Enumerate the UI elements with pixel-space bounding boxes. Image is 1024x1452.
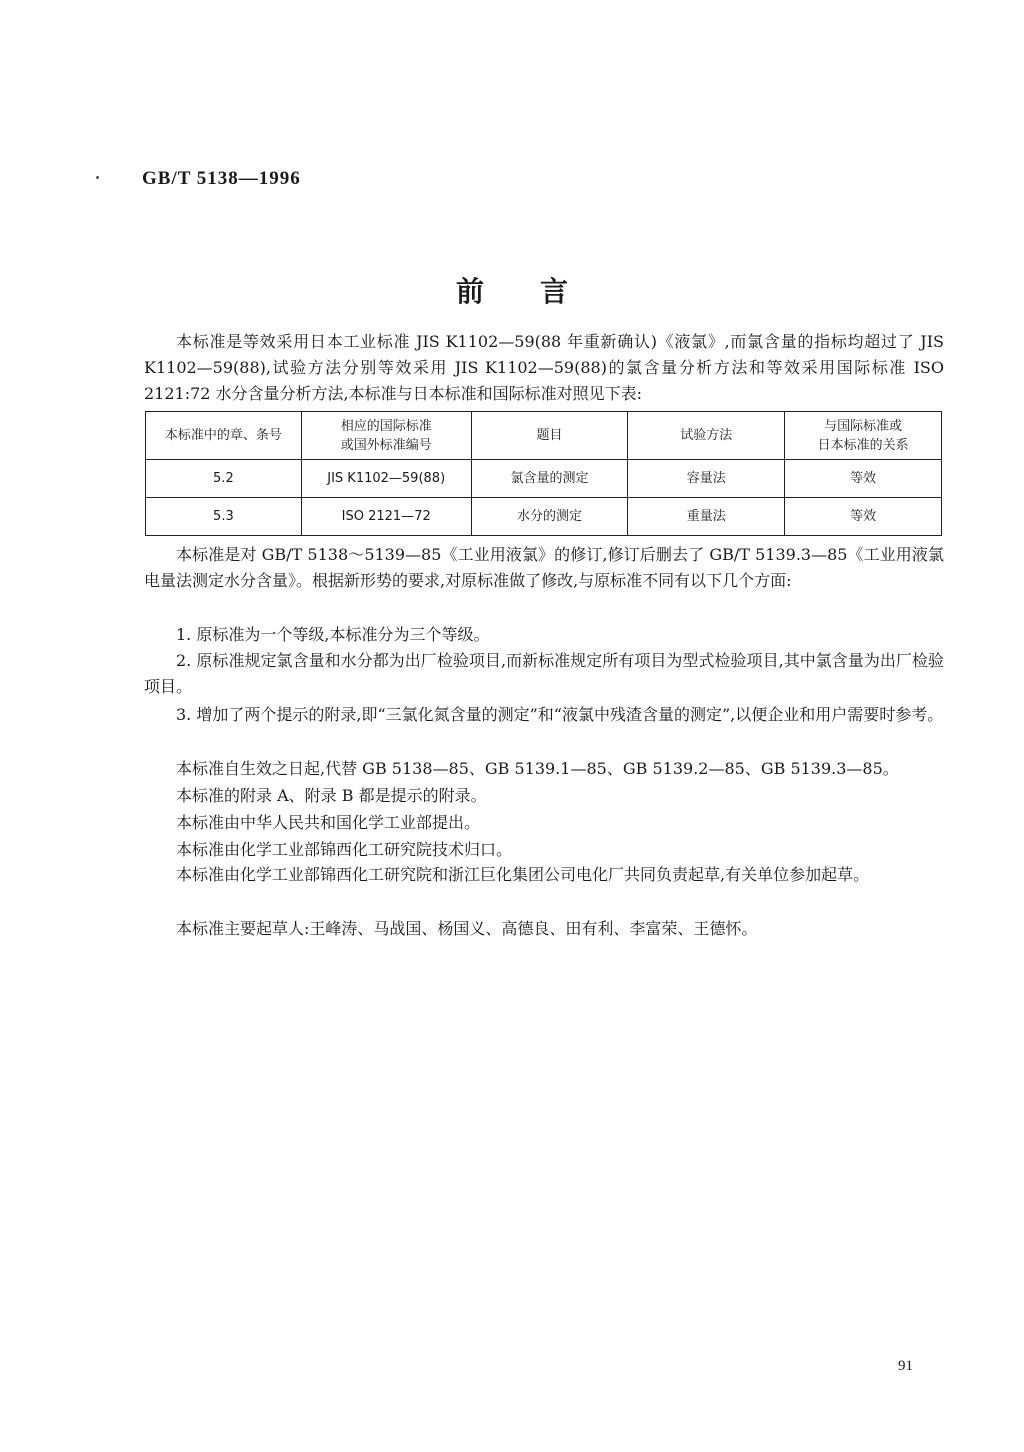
centralized-paragraph: 本标准由化学工业部锦西化工研究院技术归口。	[176, 840, 513, 859]
drafting-units-paragraph: 本标准由化学工业部锦西化工研究院和浙江巨化集团公司电化厂共同负责起草,有关单位参加起草。	[176, 865, 870, 884]
header-relation-line1: 与国际标准或	[824, 418, 903, 434]
cell-method: 重量法	[628, 498, 785, 536]
replaces-paragraph: 本标准自生效之日起,代替 GB 5138—85、GB 5139.1—85、GB 5139.2—85、GB 5139.3—85。	[176, 759, 899, 778]
cell-relation: 等效	[785, 498, 942, 536]
page-title: 前言	[455, 275, 624, 308]
cell-method: 容量法	[628, 460, 785, 498]
cell-topic: 氯含量的测定	[471, 460, 628, 498]
header-intl-line1: 相应的国际标准	[340, 418, 432, 434]
list-item-1: 1. 原标准为一个等级,本标准分为三个等级。	[176, 625, 490, 644]
appendix-paragraph: 本标准的附录 A、附录 B 都是提示的附录。	[176, 786, 487, 805]
header-relation-line2: 日本标准的关系	[817, 437, 909, 453]
cell-chapter: 5.3	[146, 498, 302, 536]
list-item-3: 3. 增加了两个提示的附录,即“三氯化氮含量的测定”和“液氯中残渣含量的测定”,以便企业和用户需要时参考。	[176, 705, 944, 724]
cell-topic: 水分的测定	[471, 498, 628, 536]
header-topic: 题目	[471, 412, 628, 460]
proposed-paragraph: 本标准由中华人民共和国化学工业部提出。	[176, 813, 481, 832]
scan-speck	[96, 176, 99, 179]
intro-paragraph: 本标准是等效采用日本工业标准 JIS K1102—59(88 年重新确认)《液氯》,而氯含量的指标均超过了 JIS K1102—59(88),试验方法分别等效采用 JIS K1102—59(88)的氯含量分析方法和等效采用国际标准 ISO 2121:72 水分含量分析方法,本标准与日本标准和国际标准对照见下表:	[144, 332, 944, 403]
table-row	[146, 498, 942, 536]
header-method: 试验方法	[628, 412, 785, 460]
header-chapter: 本标准中的章、条号	[146, 412, 302, 460]
standard-code: GB/T 5138—1996	[142, 168, 301, 189]
table-header-row	[146, 412, 942, 460]
header-intl-line2: 或国外标准编号	[340, 437, 432, 453]
page-number: 91	[898, 1358, 913, 1374]
cell-chapter: 5.2	[146, 460, 302, 498]
revision-paragraph: 本标准是对 GB/T 5138～5139—85《工业用液氯》的修订,修订后删去了 GB/T 5139.3—85《工业用液氯 电量法测定水分含量》。根据新形势的要求,对原标准做了修改,与原标准不同有以下几个方面:	[144, 545, 944, 590]
table-row	[146, 460, 942, 498]
cell-standard: JIS K1102—59(88)	[301, 460, 471, 498]
cell-relation: 等效	[785, 460, 942, 498]
list-item-2: 2. 原标准规定氯含量和水分都为出厂检验项目,而新标准规定所有项目为型式检验项目,其中氯含量为出厂检验项目。	[144, 651, 944, 696]
header-relation	[785, 412, 942, 460]
cell-standard: ISO 2121—72	[301, 498, 471, 536]
header-intl-standard	[301, 412, 471, 460]
drafters-paragraph: 本标准主要起草人:王峰涛、马战国、杨国义、高德良、田有利、李富荣、王德怀。	[176, 919, 758, 938]
comparison-table	[145, 411, 942, 536]
